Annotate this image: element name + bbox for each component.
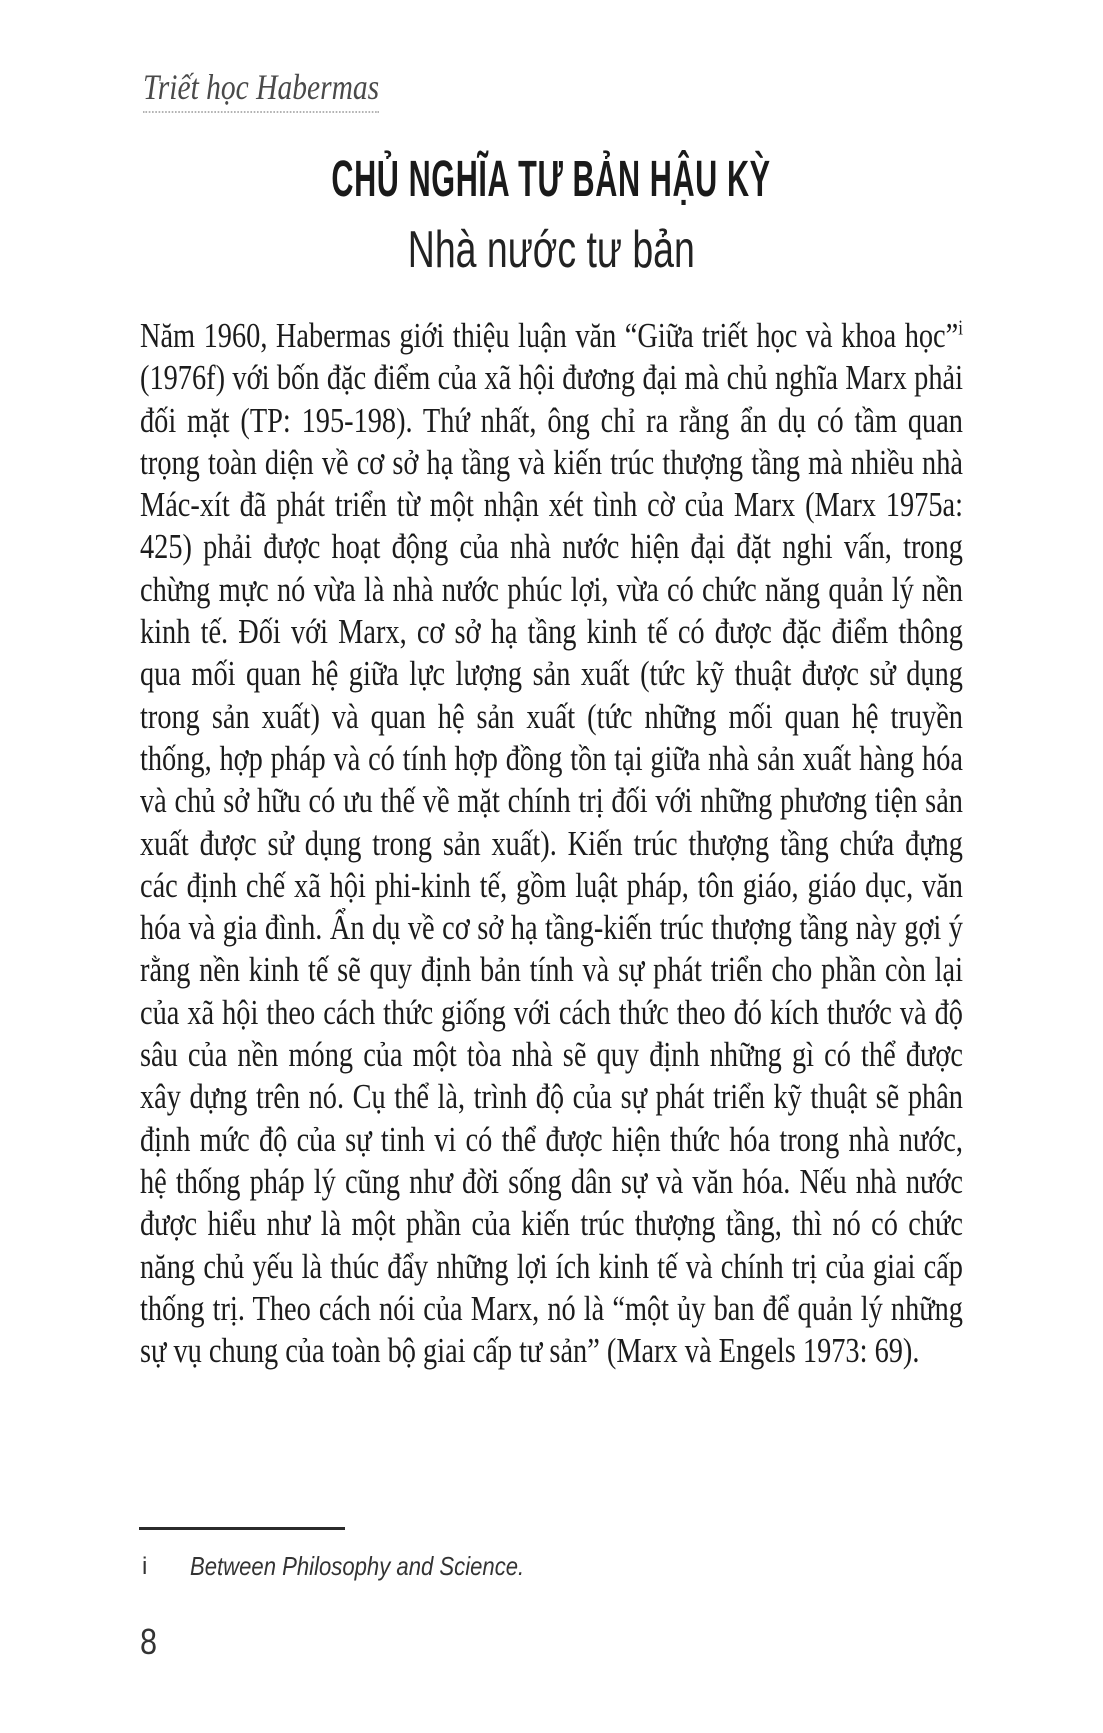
body-text-before-footnote-marker: Năm 1960, Habermas giới thiệu luận văn “Giữa triết học và khoa học” <box>140 316 959 355</box>
body-text-block <box>140 315 963 1372</box>
chapter-subtitle-row <box>140 222 963 279</box>
body-text-after-footnote-marker: (1976f) với bốn đặc điểm của xã hội đương đại mà chủ nghĩa Marx phải đối mặt (TP: 195-198). Thứ nhất, ông chỉ ra rằng ẩn dụ có tầm quan trọng toàn diện về cơ sở hạ tầng và kiến trúc thượng tầng mà nhiều nhà Mác-xít đã phát triển từ một nhận xét tình cờ của Marx (Marx 1975a: 425) phải được hoạt động của nhà nước hiện đại đặt nghi vấn, trong chừng mực nó vừa là nhà nước phúc lợi, vừa có chức năng quản lý nền kinh tế. Đối với Marx, cơ sở hạ tầng kinh tế có được đặc điểm thông qua mối quan hệ giữa lực lượng sản xuất (tức kỹ thuật được sử dụng trong sản xuất) và quan hệ sản xuất (tức những mối quan hệ truyền thống, hợp pháp và có tính hợp đồng tồn tại giữa nhà sản xuất hàng hóa và chủ sở hữu có ưu thế về mặt chính trị đối với những phương tiện sản xuất được sử dụng trong sản xuất). Kiến trúc thượng tầng chứa đựng các định chế xã hội phi-kinh tế, gồm luật pháp, tôn giáo, giáo dục, văn hóa và gia đình. Ẩn dụ về cơ sở hạ tầng-kiến trúc thượng tầng này gợi ý rằng nền kinh tế sẽ quy định bản tính và sự phát triển cho phần còn lại của xã hội theo cách thức giống với cách thức theo đó kích thước và độ sâu của nền móng của một tòa nhà sẽ quy định những gì có thể được xây dựng trên nó. Cụ thể là, trình độ của sự phát triển kỹ thuật sẽ phân định mức độ của sự tinh vi có thể được hiện thức hóa trong nhà nước, hệ thống pháp lý cũng như đời sống dân sự và văn hóa. Nếu nhà nước được hiểu như là một phần của kiến trúc thượng tầng, thì nó có chức năng chủ yếu là thúc đẩy những lợi ích kinh tế và chính trị của giai cấp thống trị. Theo cách nói của Marx, nó là “một ủy ban để quản lý những sự vụ chung của toàn bộ giai cấp tư sản” (Marx và Engels 1973: 69). <box>140 358 963 1371</box>
footnote-reference-marker: i <box>958 315 963 340</box>
body-paragraph <box>140 315 963 1372</box>
page-number: 8 <box>140 1621 158 1662</box>
chapter-title-row <box>140 150 963 209</box>
footnote-separator-rule <box>139 1527 345 1530</box>
footnote-text: Between Philosophy and Science. <box>190 1551 525 1581</box>
chapter-subtitle: Nhà nước tư bản <box>408 221 695 279</box>
chapter-title: CHỦ NGHĨA TƯ BẢN HẬU KỲ <box>331 150 772 207</box>
footnote-marker: i <box>142 1553 148 1580</box>
running-header: Triết học Habermas <box>143 68 379 113</box>
